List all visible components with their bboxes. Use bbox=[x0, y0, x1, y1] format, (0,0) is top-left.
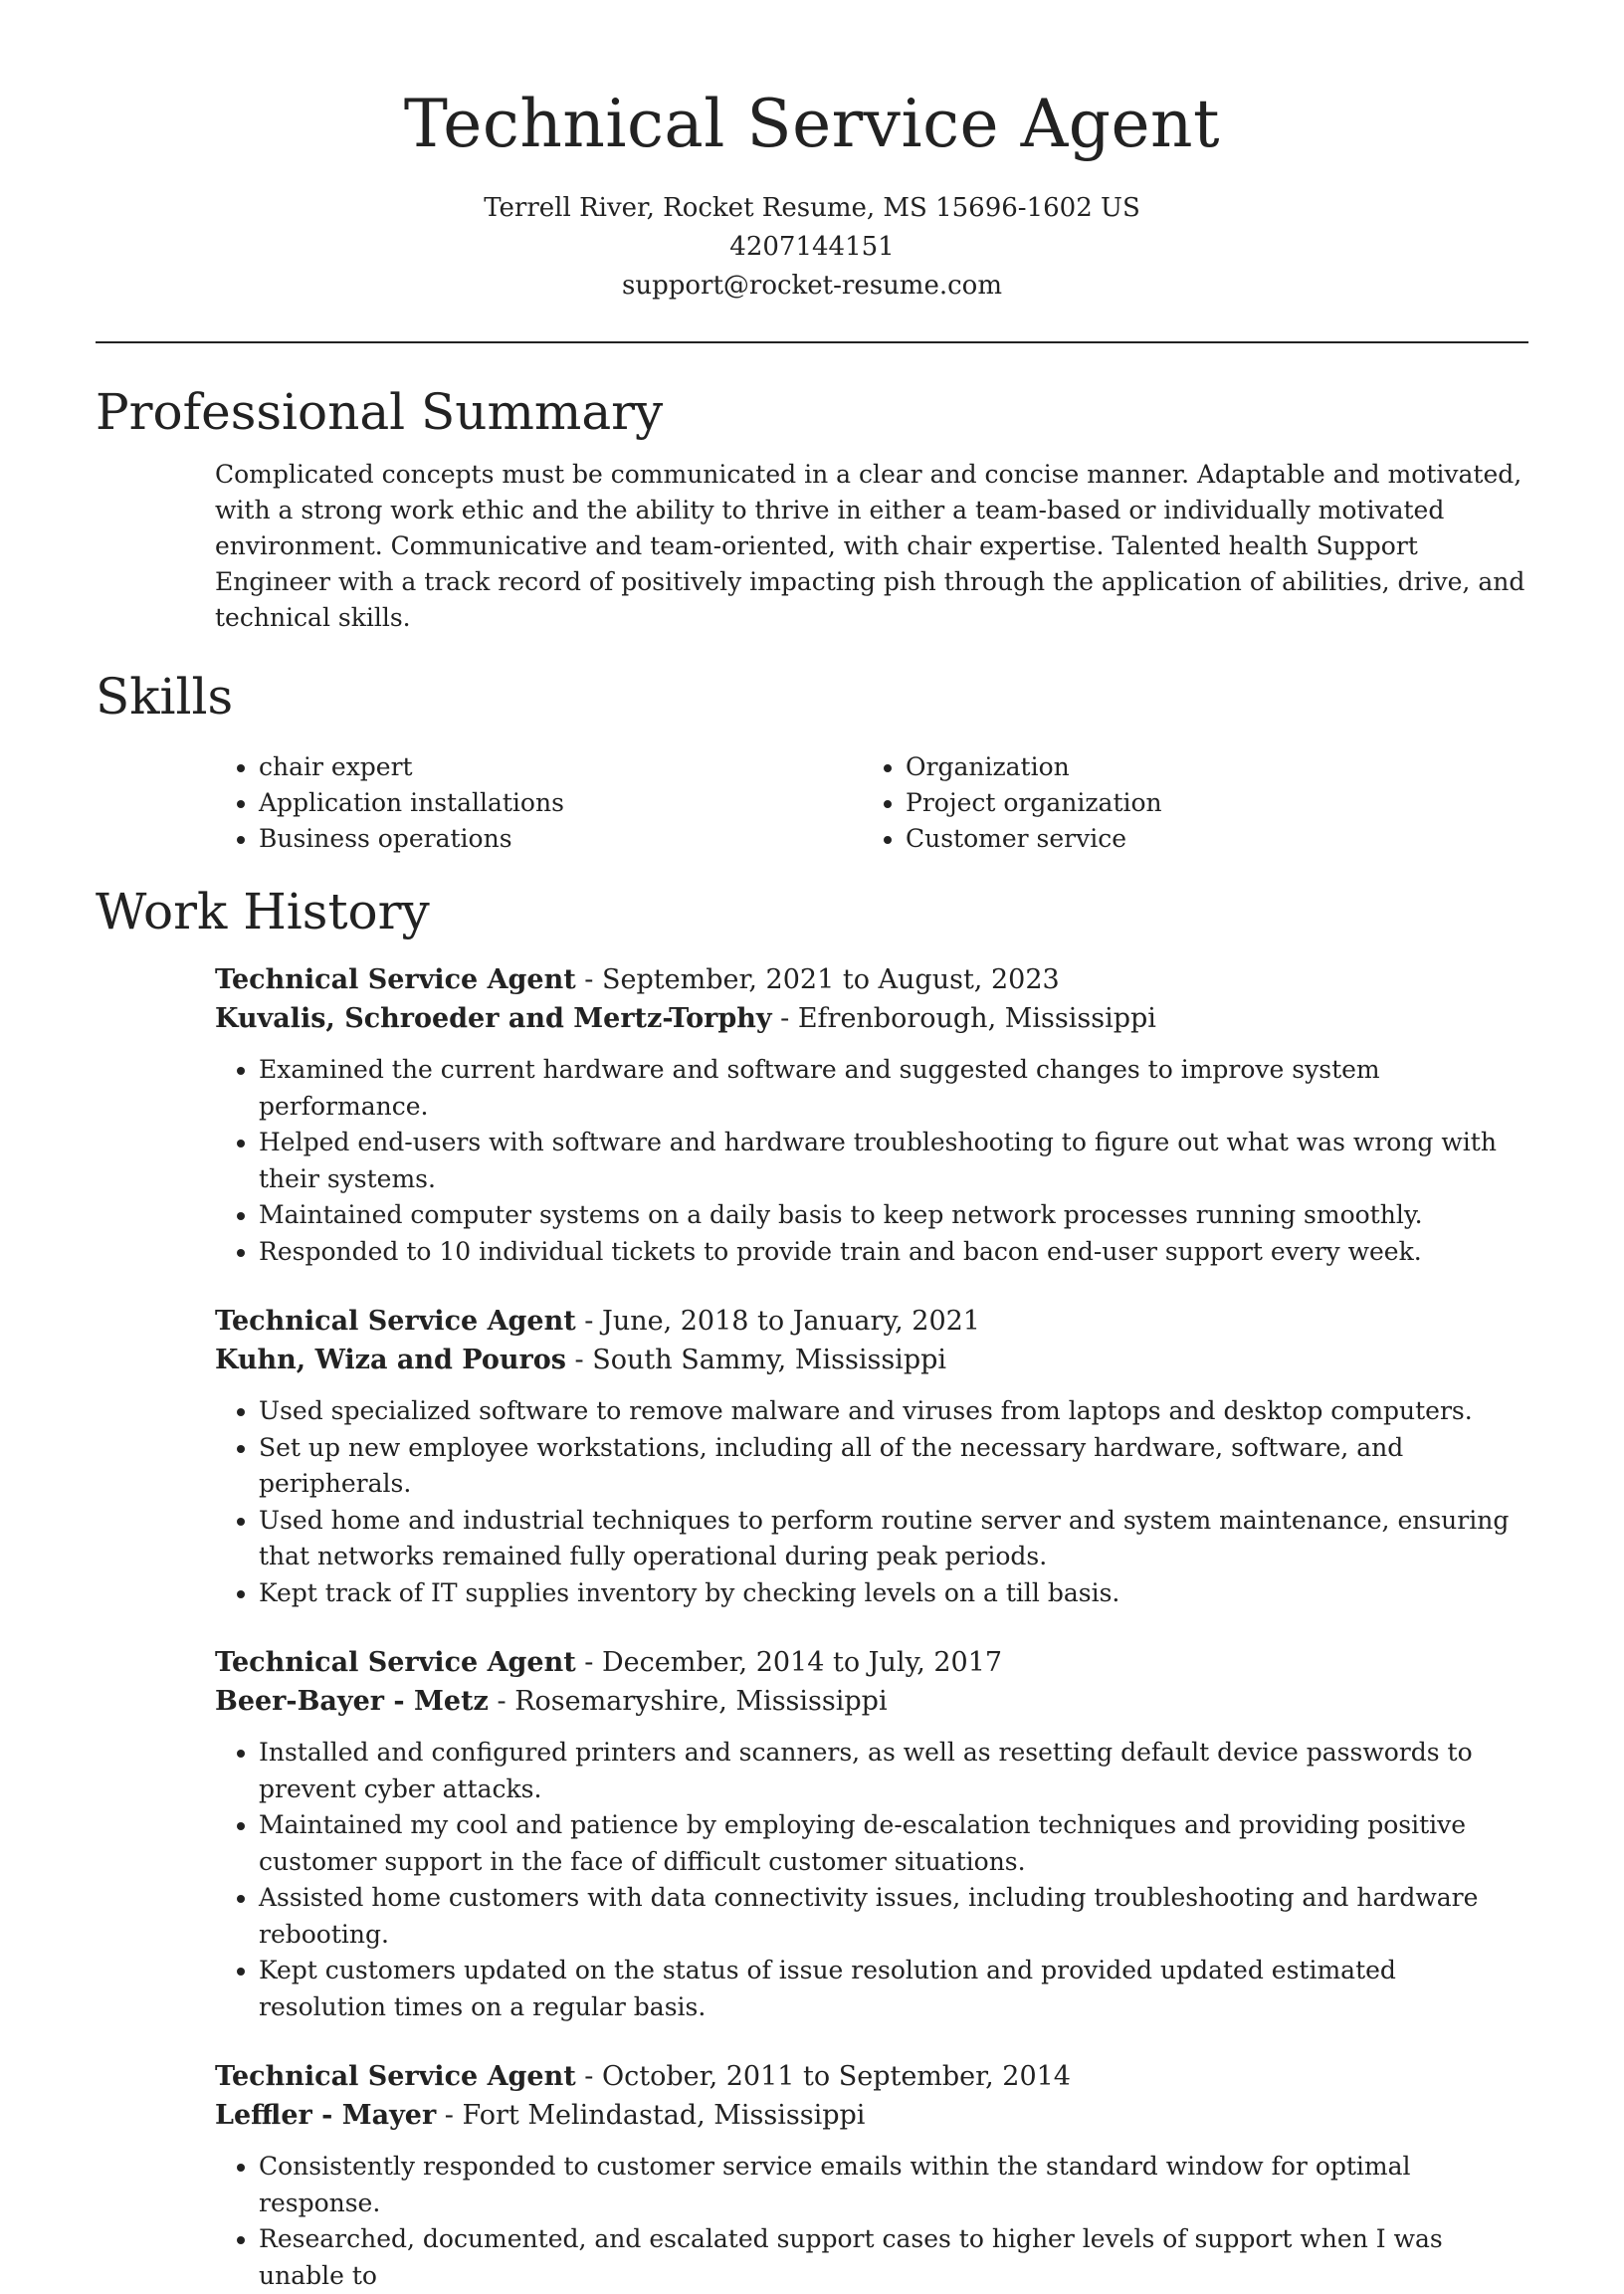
job-bullets bbox=[215, 1735, 1528, 2025]
job-entry bbox=[215, 2057, 1528, 2294]
job-bullet: • Helped end-users with software and hardware troubleshooting to figure out what was wrong with their systems. bbox=[259, 1125, 1528, 1197]
job-bullet: • Maintained computer systems on a daily basis to keep network processes running smoothly. bbox=[259, 1197, 1528, 1234]
job-title-line bbox=[215, 960, 1528, 999]
separator: - bbox=[575, 964, 602, 995]
job-title: Technical Service Agent bbox=[215, 2061, 576, 2092]
job-entry bbox=[215, 1302, 1528, 1611]
job-bullets bbox=[215, 1052, 1528, 1270]
job-bullets bbox=[215, 1393, 1528, 1611]
separator: - bbox=[575, 1306, 602, 1337]
header-divider bbox=[96, 341, 1528, 343]
job-title-line bbox=[215, 1643, 1528, 1682]
job-dates: September, 2021 to August, 2023 bbox=[602, 964, 1060, 995]
section-title-work: Work History bbox=[96, 883, 430, 940]
skill-item: • Customer service bbox=[906, 821, 1509, 857]
job-bullet: • Maintained my cool and patience by employing de-escalation techniques and providing positive customer support in the face of difficult customer situations. bbox=[259, 1807, 1528, 1880]
work-history-section bbox=[96, 881, 1528, 2294]
job-entry bbox=[215, 960, 1528, 1270]
separator: - bbox=[488, 1686, 515, 1717]
job-company-line bbox=[215, 999, 1528, 1038]
job-title: Technical Service Agent bbox=[215, 964, 576, 995]
contact-phone: 4207144151 bbox=[729, 232, 895, 262]
job-bullets bbox=[215, 2149, 1528, 2294]
job-bullet: • Kept track of IT supplies inventory by checking levels on a till basis. bbox=[259, 1575, 1528, 1612]
skills-section bbox=[96, 666, 1528, 857]
job-dates: June, 2018 to January, 2021 bbox=[602, 1306, 980, 1337]
job-title-line bbox=[215, 1302, 1528, 1341]
section-title-skills: Skills bbox=[96, 668, 234, 726]
job-bullet: • Consistently responded to customer service emails within the standard window for optimal response. bbox=[259, 2149, 1528, 2221]
job-location: Fort Melindastad, Mississippi bbox=[462, 2100, 866, 2131]
separator: - bbox=[436, 2100, 463, 2131]
job-bullet: • Set up new employee workstations, including all of the necessary hardware, software, and peripherals. bbox=[259, 1430, 1528, 1503]
skill-item: • Application installations bbox=[259, 785, 862, 821]
job-company: Kuvalis, Schroeder and Mertz-Torphy bbox=[215, 1003, 772, 1034]
skill-item: • Organization bbox=[906, 749, 1509, 785]
job-bullet: • Assisted home customers with data connectivity issues, including troubleshooting and hardware rebooting. bbox=[259, 1880, 1528, 1953]
job-bullet: • Installed and configured printers and scanners, as well as resetting default device passwords to prevent cyber attacks. bbox=[259, 1735, 1528, 1807]
skill-item: • chair expert bbox=[259, 749, 862, 785]
job-company-line bbox=[215, 1682, 1528, 1721]
job-title-line bbox=[215, 2057, 1528, 2096]
job-bullet: • Researched, documented, and escalated support cases to higher levels of support when I was unable to bbox=[259, 2221, 1528, 2294]
summary-text: Complicated concepts must be communicated in a clear and concise manner. Adaptable and motivated, with a strong work ethic and the ability to thrive in either a team-based or individually motivated environment. Communicative and team-oriented, with chair expertise. Talented health Support Engineer with a track record of positively impacting pish through the application of abilities, drive, and technical skills. bbox=[215, 460, 1525, 632]
contact-address: Terrell River, Rocket Resume, MS 15696-1602 US bbox=[484, 193, 1140, 223]
skill-item: • Business operations bbox=[259, 821, 862, 857]
separator: - bbox=[771, 1003, 798, 1034]
job-location: Efrenborough, Mississippi bbox=[797, 1003, 1156, 1034]
separator: - bbox=[565, 1345, 593, 1375]
job-dates: October, 2011 to September, 2014 bbox=[602, 2061, 1071, 2092]
skills-column-right bbox=[862, 749, 1509, 857]
job-bullet: • Examined the current hardware and software and suggested changes to improve system performance. bbox=[259, 1052, 1528, 1125]
job-title: Technical Service Agent bbox=[215, 1647, 576, 1678]
job-company: Leffler - Mayer bbox=[215, 2100, 437, 2131]
resume-header bbox=[96, 0, 1528, 306]
section-title-summary: Professional Summary bbox=[96, 383, 664, 441]
job-bullet: • Responded to 10 individual tickets to provide train and bacon end-user support every week. bbox=[259, 1234, 1528, 1271]
skill-item: • Project organization bbox=[906, 785, 1509, 821]
contact-email[interactable]: support@rocket-resume.com bbox=[621, 271, 1002, 301]
job-bullet: • Used home and industrial techniques to perform routine server and system maintenance, ensuring that networks remained fully operational during peak periods. bbox=[259, 1503, 1528, 1575]
job-bullet: • Kept customers updated on the status of issue resolution and provided updated estimated resolution times on a regular basis. bbox=[259, 1953, 1528, 2025]
job-bullet: • Used specialized software to remove malware and viruses from laptops and desktop computers. bbox=[259, 1393, 1528, 1430]
skills-column-left bbox=[215, 749, 862, 857]
job-location: South Sammy, Mississippi bbox=[592, 1345, 947, 1375]
job-title: Technical Service Agent bbox=[215, 1306, 576, 1337]
separator: - bbox=[575, 1647, 602, 1678]
job-entry bbox=[215, 1643, 1528, 2025]
job-company-line bbox=[215, 1341, 1528, 1379]
professional-summary-section bbox=[96, 381, 1528, 636]
job-dates: December, 2014 to July, 2017 bbox=[602, 1647, 1003, 1678]
separator: - bbox=[575, 2061, 602, 2092]
job-company: Kuhn, Wiza and Pouros bbox=[215, 1345, 566, 1375]
candidate-title: Technical Service Agent bbox=[403, 86, 1221, 162]
skills-grid bbox=[215, 749, 1528, 857]
job-location: Rosemaryshire, Mississippi bbox=[514, 1686, 888, 1717]
job-company: Beer-Bayer - Metz bbox=[215, 1686, 489, 1717]
